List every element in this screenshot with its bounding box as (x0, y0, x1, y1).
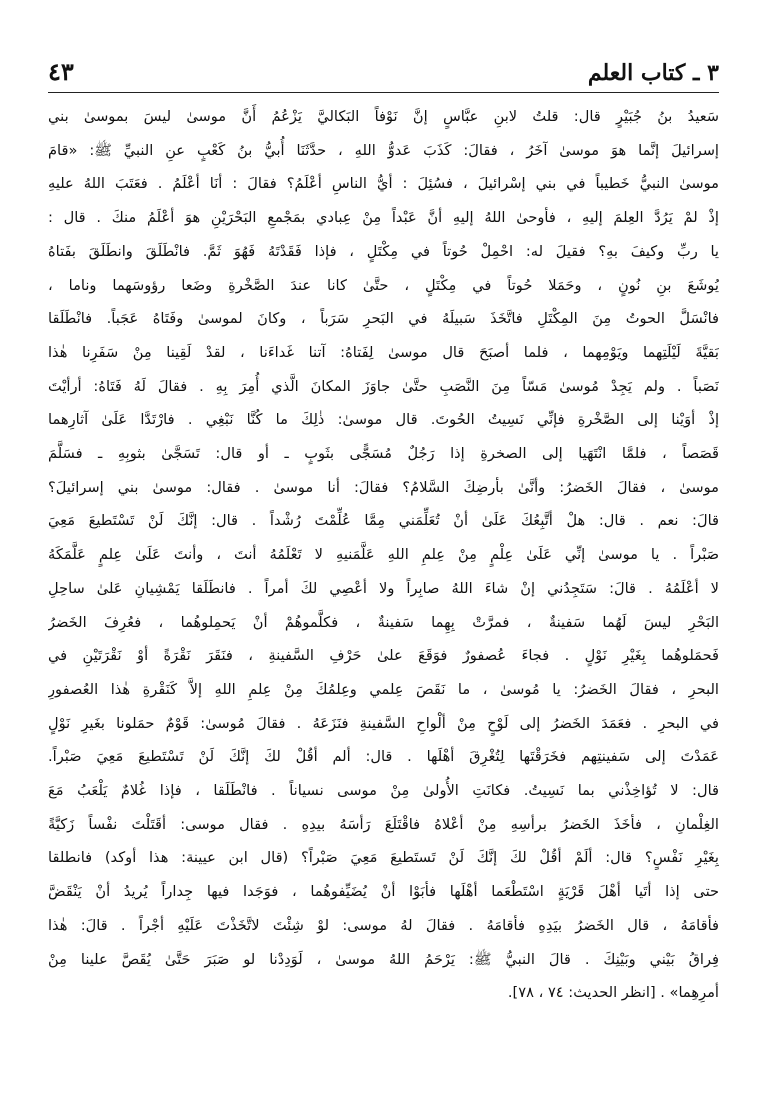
text-line: قَصَصاً ، فلمَّا انْتَهَيا إلى الصخرةِ إذا رَجُلٌ مُسَجًّى بثَوبٍ ـ أو قال: تَسَجَّىٰ بثوبِهِ ـ فسَلَّمَ (48, 445, 719, 463)
text-line: موسىٰ ، فقالَ الخَضرُ: وأنَّىٰ بأرضِكَ السَّلامُ؟ فقالَ: أنا موسىٰ . فقال: موسىٰ بني إسرائيلَ؟ (48, 478, 719, 496)
text-line: قال: لا تُؤاخِذْني بما نَسِيتُ. فكانَتِ الأُولىٰ مِنْ موسى نسياناً . فانْطَلَقا ، فإذا غُلامٌ يَلْعَبُ مَعَ (48, 782, 719, 800)
text-line: نَصَباً . ولم يَجِدْ مُوسىٰ مَسّاً مِنَ النَّصَبِ حتَّىٰ جاوَزَ المكانَ الَّذي أُمِرَ بِهِ . فقالَ لَهُ فَتَاهُ: أرأيْتَ (48, 377, 719, 395)
text-line: موسىٰ النبيُّ خَطيباً في بني إسْرائيلَ ، فسُئِلَ : أيُّ الناسِ أعْلَمُ؟ فقالَ : أنَا أعْلَمُ . فعَتَبَ اللهُ عليهِ (48, 175, 719, 193)
text-line: فِراقُ بَيْني وبَيْنِكَ . قالَ النبيُّ ﷺ: يَرْحَمُ اللهُ موسىٰ ، لَوَدِدْنا لو صَبَرَ حَتَّىٰ يُقَصَّ علينا مِنْ (48, 950, 719, 968)
text-line: حتى إذا أتَيا أهْلَ قَرْيَةٍ اسْتَطْعَما أهْلَها فأبَوْا أنْ يُضَيِّفوهُما ، فوَجَدا فيها جِداراً يُريدُ أنْ يَنْقَضَّ (48, 883, 719, 901)
text-line-final: أمرِهِما» . [انظر الحديث: ٧٤ ، ٧٨]. (507, 984, 719, 1002)
page-number: ٤٣ (48, 57, 74, 86)
text-line: قالَ: نعم . قال: هلْ أتَّبِعُكَ عَلَىٰ أنْ تُعَلِّمَني مِمَّا عُلِّمْتَ رُشْداً . قال: إنَّكَ لَنْ تَسْتَطيعَ مَعِيَ (48, 512, 719, 530)
text-line: إسرائيلَ إنَّما هوَ موسىٰ آخَرُ ، فقالَ: كَذَبَ عَدوُّ اللهِ ، حدَّثَنَا أُبيُّ بنُ كَعْبٍ عنِ النبيِّ ﷺ: «قامَ (48, 141, 719, 159)
running-head: ٣ ـ كتاب العلم (587, 60, 719, 86)
hadith-paragraph (48, 100, 719, 1010)
text-line: البَحْرِ ليسَ لَهُما سَفينةٌ ، فمرَّتْ بِهِما سَفينةٌ ، فكلَّموهُمْ أنْ يَحمِلوهُما ، فعُرِفَ الخَضرُ (48, 613, 719, 631)
text-line: فَحمَلوهُما بِغَيْرِ نَوْلٍ . فجاءَ عُصفورٌ فوَقَعَ علىٰ حَرْفِ السَّفينةِ ، فنَقَرَ نَقْرَةً أوْ نَقْرَتَيْنِ في (48, 647, 719, 665)
text-line: عَمَدْتَ إلى سَفينتِهم فخَرَقْتَها لِتُغْرِقَ أهْلَها . قال: ألم أقُلْ لكَ إنَّكَ لَنْ تَسْتَطيعَ مَعِيَ صَبْراً. (48, 748, 719, 766)
text-line: في البحرِ . فعَمَدَ الخَضرُ إلى لَوْحٍ مِنْ ألْواحِ السَّفينةِ فنَزَعَهُ . فقالَ مُوسىٰ: قَوْمٌ حمَلونا بغَيرِ نَوْلٍ (48, 714, 719, 732)
text-line: إذْ لمْ يَرُدَّ العِلمَ إليهِ ، فأوحىٰ اللهُ إليهِ أنَّ عَبْداً مِنْ عِبادي بمَجْمعِ البَحْرَيْنِ هوَ أعْلَمُ منكَ . قال : (48, 209, 719, 227)
text-line: يا ربِّ وكيفَ بهِ؟ فقيلَ له: احْمِلْ حُوتاً في مِكْتَلٍ ، فإذا فَقَدْتَهُ فَهُوَ ثَمَّ. فانْطَلَقَ وانطَلَقَ بفَتاهُ (48, 242, 719, 260)
header-rule (48, 92, 719, 93)
text-line: بِغَيْرِ نَفْسٍ؟ قال: ألَمْ أقُلْ لكَ إنَّكَ لَنْ تَستَطيعَ مَعِيَ صَبْراً؟ (قال ابن عيينة: هذا أوكد) فانطلقا (48, 849, 719, 867)
text-line: لا أعْلَمُهُ . قالَ: سَتَجِدُني إنْ شاءَ اللهُ صابِراً ولا أعْصِي لكَ أمراً . فانطَلَقا يَمْشِيانِ عَلىٰ ساحِلِ (48, 579, 719, 597)
text-line: يُوشَعَ بنِ نُونٍ ، وحَمَلا حُوتاً في مِكْتَلٍ ، حتَّىٰ كانا عندَ الصَّخْرةِ وضَعا رؤوسَهما وناما ، (48, 276, 719, 294)
page-header (48, 56, 719, 86)
hadith-text (48, 100, 719, 1010)
text-line: بَقيَّةَ لَيْلَتِهما ويَوْمِهما ، فلما أصبَحَ قال موسىٰ لِفَتاهُ: آتنا غَداءَنا ، لقدْ لَقِينا مِنْ سَفَرِنا هٰذا (48, 343, 719, 361)
text-line: إذْ أوَيْنا إلى الصَّخْرةِ فإنِّي نَسِيتُ الحُوتَ. قال موسىٰ: ذٰلِكَ ما كُنَّا نَبْغِي . فارْتَدَّا عَلَىٰ آثارِهما (48, 411, 719, 429)
text-line: صَبْراً . يا موسىٰ إنِّي عَلَىٰ عِلْمٍ مِنْ عِلمِ اللهِ عَلَّمَنيهِ لا تَعْلَمُهُ أنتَ ، وأنتَ عَلَىٰ عِلمٍ عَلَّمَكَهُ (48, 546, 719, 564)
text-line: فأقامَهُ ، قال الخَضرُ بيَدِهِ فأقامَهُ . فقالَ لهُ موسى: لوْ شِئْتَ لاتَّخَذْتَ عَلَيْهِ أجْراً . قالَ: هٰذا (48, 916, 719, 934)
text-line: فانْسَلَّ الحوتُ مِنَ المِكْتَلِ فاتَّخَذَ سَبيلَهُ في البَحرِ سَرَباً ، وكانَ لموسىٰ وفَتَاهُ عَجَباً. فانْطَلَقا (48, 310, 719, 328)
text-line: البحرِ ، فقالَ الخَضرُ: يا مُوسىٰ ، ما نَقَصَ عِلمي وعِلمُكَ مِنْ عِلمِ اللهِ إلاَّ كَنَقْرةِ هٰذا العُصفورِ (48, 680, 719, 698)
text-line: الغِلْمانِ ، فأخَذَ الخَضرُ برأسِهِ مِنْ أعْلاهُ فاقْتَلَعَ رَأسَهُ بيدِهِ . فقال موسى: أقَتَلْتَ نفْساً زَكيَّةً (48, 815, 719, 833)
text-line: سَعيدُ بنُ جُبَيْرٍ قال: قلتُ لابنِ عبَّاسٍ إنَّ نَوْفاً البَكاليَّ يَزْعُمُ أَنَّ موسىٰ ليسَ بموسىٰ بني (48, 108, 719, 125)
